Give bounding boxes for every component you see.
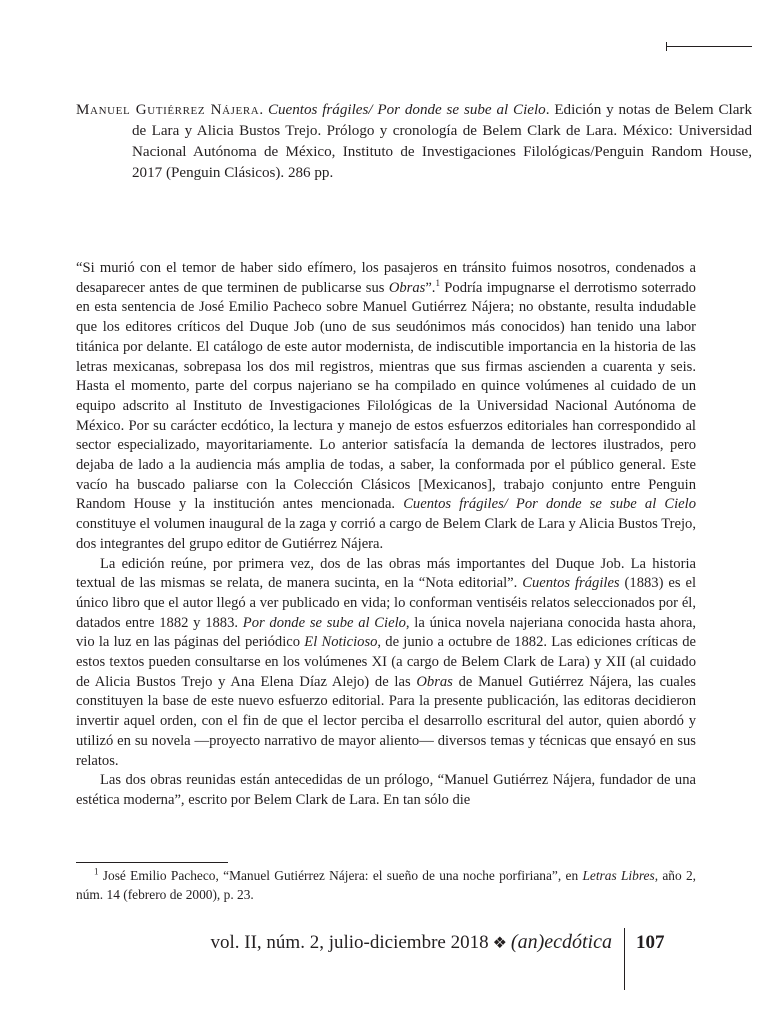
- italic-run: Obras: [388, 279, 426, 296]
- text-run: Podría impugnarse el derrotismo soterrado en esta sentencia de José Emilio Pacheco sobre Manuel Gutiérrez Nájera; no obstante, resulta indudable que los editores críticos del Duque Job (uno de sus seudónimos más conocidos) han tenido una labor titánica por delante. El catálogo de este autor modernista, de indiscutible importancia en la historia de las letras mexicanas, sobrepasa los dos mil registros, mientras que sus firmas ascienden a cuarenta y seis. Hasta el momento, parte del corpus najeriano se ha compilado en quince volúmenes al cuidado de un equipo adscrito al Instituto de Investigaciones Filológicas de la Universidad Nacional Autónoma de México. Por su carácter ecdótico, la lectura y manejo de estos esfuerzos editoriales han correspondido al sector especializado, mayoritariamente. Lo anterior satisfacía la demanda de lectores ilustrados, pero dejaba de lado a la audiencia más amplia de todas, a saber, la conformada por el público general. Este vacío ha buscado paliarse con la Colección Clásicos [Mexicanos], trabajo conjunto entre Penguin Random House y la institución antes mencionada.: [76, 279, 696, 513]
- italic-run: Cuentos frágiles/ Por donde se sube al Cielo: [403, 496, 696, 513]
- review-body: [76, 259, 696, 811]
- page-number: 107: [636, 932, 665, 953]
- corner-crop-mark: [666, 42, 752, 51]
- italic-run: Por donde se sube al Cielo: [242, 614, 406, 631]
- footnote-separator: [76, 862, 228, 863]
- italic-run: Obras: [416, 673, 453, 690]
- text-run: de Manuel Gutiérrez Nájera, las cuales constituyen la base de este nuevo esfuerzo editorial. Para la presente publicación, las editoras decidieron invertir aquel orden, con el fin de que el lector perciba el desarrollo escritural del autor, quien abordó y utilizó en su novela —proyecto narrativo de mayor aliento— diversos temas y técnicas que ensayó en sus relatos.: [76, 673, 696, 769]
- footnote-1: [76, 866, 696, 904]
- italic-run: Cuentos frágiles: [522, 575, 620, 592]
- text-run: , de junio a octubre de 1882. Las ediciones críticas de estos textos pueden consultarse en los volúmenes XI (a cargo de Belem Clark de Lara) y XII (al cuidado de Alicia Bustos Trejo y Ana Elena Díaz Alejo) de las: [76, 634, 696, 690]
- ornament-diamond-icon: ❖: [492, 935, 507, 952]
- text-run: José Emilio Pacheco, “Manuel Gutiérrez Nájera: el sueño de una noche porfiriana”, en: [98, 868, 583, 883]
- italic-run: El Noticioso: [304, 634, 378, 651]
- text-run: La edición reúne, por primera vez, dos de las obras más importantes del Duque Job. La historia textual de las mismas se relata, de manera sucinta, en la “Nota editorial”.: [76, 555, 696, 592]
- text-run: (1883) es el único libro que el autor llegó a ver publicado en vida; lo conforman ventiséis relatos seleccionados por él, datados entre 1882 y 1883.: [76, 575, 697, 631]
- text-run: “Si murió con el temor de haber sido efímero, los pasajeros en tránsito fuimos nosotros, condenados a desaparecer antes de que terminen de publicarse sus: [76, 260, 696, 296]
- bibliographic-reference: Manuel Gutiérrez Nájera. Cuentos frágiles/ Por donde se sube al Cielo. Edición y notas de Belem Clark de Lara y Alicia Bustos Trejo. Prólogo y cronología de Belem Clark de Lara. México: Universidad Nacional Autónoma de México, Instituto de Investigaciones Filológicas/Penguin Random House, 2017 (Penguin Clásicos). 286 pp.: [76, 102, 752, 181]
- running-footer: [210, 931, 612, 954]
- issue-info: vol. II, núm. 2, julio-diciembre 2018: [210, 932, 489, 953]
- paragraph-2: [76, 555, 696, 772]
- reviewed-title: Cuentos frágiles/ Por donde se sube al Cielo: [267, 102, 546, 118]
- text-run: ”.: [425, 279, 436, 296]
- reviewed-author: Manuel Gutiérrez Nájera: [76, 102, 260, 118]
- reviewed-details: . Edición y notas de Belem Clark de Lara y Alicia Bustos Trejo. Prólogo y cronología de Belem Clark de Lara. México: Universidad Nacional Autónoma de México, Instituto de Investigaciones Filológicas/Penguin Random House, 2017 (Penguin Clásicos). 286 pp.: [132, 102, 752, 181]
- footnote-ref-1[interactable]: 1: [435, 277, 440, 288]
- footnote-number: 1: [94, 866, 99, 877]
- corner-mark-horizontal: [666, 46, 752, 47]
- footer-vertical-rule: [624, 928, 625, 990]
- text-run: , la única novela najeriana conocida hasta ahora, vio la luz en las páginas del periódico: [76, 614, 696, 651]
- paragraph-1: [76, 259, 696, 555]
- journal-name: (an)ecdótica: [510, 931, 612, 953]
- paragraph-3: Las dos obras reunidas están antecedidas de un prólogo, “Manuel Gutiérrez Nájera, fundador de una estética moderna”, escrito por Belem Clark de Lara. En tan sólo die: [76, 772, 696, 808]
- text-run: constituye el volumen inaugural de la zaga y corrió a cargo de Belem Clark de Lara y Alicia Bustos Trejo, dos integrantes del grupo editor de Gutiérrez Nájera.: [76, 516, 696, 552]
- text-run: , año 2, núm. 14 (febrero de 2000), p. 23.: [76, 868, 697, 902]
- italic-run: Letras Libres: [582, 868, 655, 883]
